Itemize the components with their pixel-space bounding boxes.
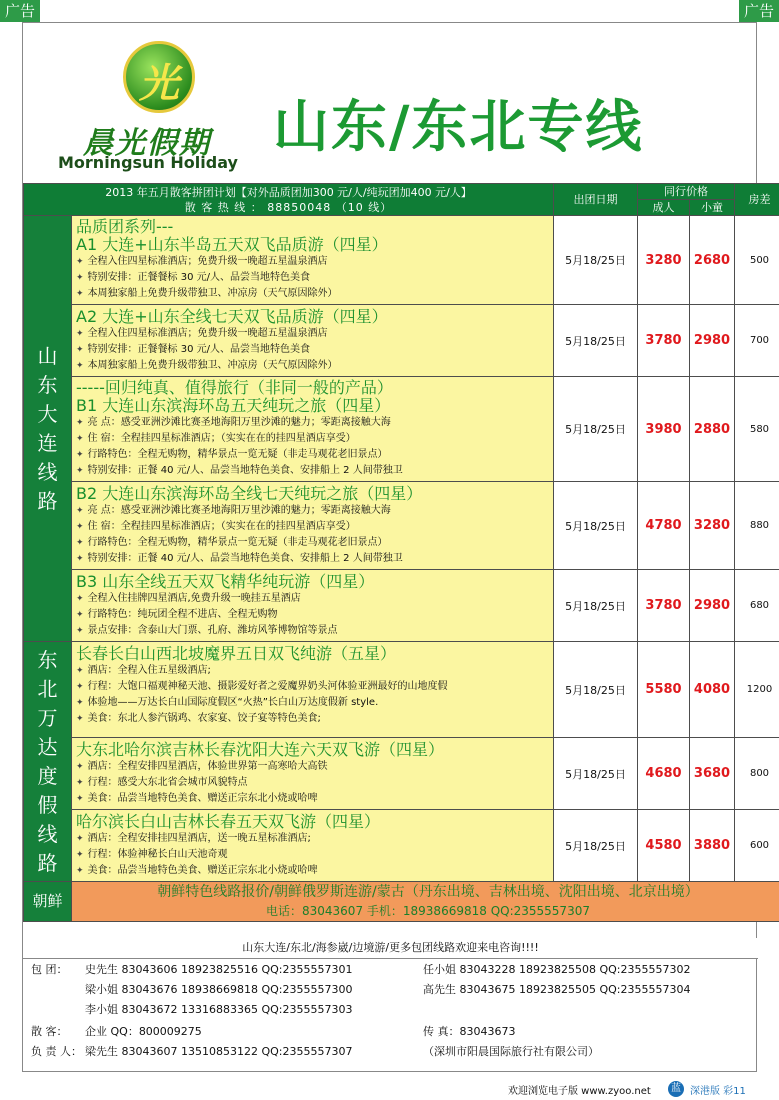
bullet-icon: ✦	[76, 466, 84, 476]
tour-detail	[76, 431, 549, 447]
tour-detail	[76, 695, 549, 711]
tour-detail	[76, 623, 549, 639]
tour-detail-text: 酒店：全程安排挂四星酒店，送一晚五星标准酒店;	[87, 833, 311, 844]
page-frame	[22, 22, 773, 1072]
tour-detail	[76, 607, 549, 623]
brand-name-cn: 晨光假期	[83, 126, 211, 161]
series-label: -----回归纯真、值得旅行（非同一般的产品）	[76, 378, 393, 397]
tour-row	[24, 216, 779, 305]
tour-title: B2 大连山东滨海环岛全线七天纯玩之旅（四星）	[76, 484, 423, 503]
tour-detail-text: 行路特色：全程无购物，精华景点一览无疑（非走马观花老旧景点）	[87, 537, 388, 548]
tour-detail-text: 特别安排：正餐餐标 30 元/人、品尝当地特色美食	[87, 272, 310, 283]
tour-table	[23, 183, 779, 922]
room-surcharge: 800	[735, 738, 779, 810]
col-price-header: 同行价格	[638, 184, 735, 200]
tour-date: 5月18/25日	[554, 642, 638, 738]
contact-text: 李小姐 83043672 13316883365 QQ:2355557303	[85, 1003, 353, 1016]
tour-detail	[76, 519, 549, 535]
tour-detail	[76, 415, 549, 431]
bullet-icon: ✦	[76, 626, 84, 636]
tour-detail-text: 酒店：全程安排四星酒店，体验世界第一高寒哈大高铁	[87, 761, 328, 772]
tour-row	[24, 738, 779, 810]
bullet-icon: ✦	[76, 714, 84, 724]
tour-row	[24, 377, 779, 482]
tour-title: 哈尔滨长白山吉林长春五天双飞游（四星）	[76, 812, 381, 831]
brand-name-en: Morningsun Holiday	[58, 153, 238, 172]
price-adult: 3780	[638, 305, 690, 377]
tour-detail-text: 亮 点：感受亚洲沙滩比赛圣地海阳万里沙滩的魅力；零距离接触大海	[87, 417, 391, 428]
contact-label: 包 团：	[31, 963, 68, 976]
price-adult: 4580	[638, 810, 690, 882]
site-text: 欢迎浏览电子版 www.zyoo.net	[508, 1086, 651, 1097]
bullet-icon: ✦	[76, 361, 84, 371]
tour-row	[24, 482, 779, 570]
bullet-icon: ✦	[76, 273, 84, 283]
tour-detail	[76, 663, 549, 679]
tour-detail-text: 美食：品尝当地特色美食、赠送正宗东北小烧或哈啤	[87, 865, 318, 876]
tour-detail	[76, 831, 549, 847]
tour-row	[24, 642, 779, 738]
price-adult: 4680	[638, 738, 690, 810]
bullet-icon: ✦	[76, 345, 84, 355]
tour-date: 5月18/25日	[554, 377, 638, 482]
bullet-icon: ✦	[76, 418, 84, 428]
tour-detail-text: 美食：品尝当地特色美食、赠送正宗东北小烧或哈啤	[87, 793, 318, 804]
tour-detail-text: 全程入住四星标准酒店；免费升级一晚超五星温泉酒店	[87, 328, 328, 339]
tour-row	[24, 305, 779, 377]
bullet-icon: ✦	[76, 329, 84, 339]
side-label: 东北万达度假线路	[24, 642, 72, 882]
price-child: 2680	[690, 216, 735, 305]
room-surcharge: 500	[735, 216, 779, 305]
page-title: 山东/东北专线	[273, 95, 644, 160]
bullet-icon: ✦	[76, 450, 84, 460]
side-label: 山东大连线路	[24, 216, 72, 642]
bottom-bar	[0, 1078, 779, 1100]
tour-detail-text: 全程入住挂牌四星酒店,免费升级一晚挂五星酒店	[87, 593, 301, 604]
side-label-korea: 朝鲜	[24, 882, 72, 922]
tour-title: B1 大连山东滨海环岛五天纯玩之旅（四星）	[76, 396, 391, 415]
room-surcharge: 880	[735, 482, 779, 570]
tour-detail	[76, 847, 549, 863]
tour-row	[24, 570, 779, 642]
tour-detail	[76, 447, 549, 463]
bullet-icon: ✦	[76, 554, 84, 564]
bullet-icon: ✦	[76, 866, 84, 876]
tour-description	[72, 642, 554, 738]
tour-detail	[76, 270, 549, 286]
tour-description	[72, 377, 554, 482]
tour-description	[72, 738, 554, 810]
tour-row	[24, 810, 779, 882]
col-child-header: 小童	[690, 200, 735, 216]
bullet-icon: ✦	[76, 538, 84, 548]
tour-title: A2 大连+山东全线七天双飞品质游（四星）	[76, 307, 388, 326]
bullet-icon: ✦	[76, 289, 84, 299]
ad-label-left: 广告	[0, 0, 40, 22]
price-adult: 4780	[638, 482, 690, 570]
contact-label: 负 责 人：	[31, 1045, 82, 1058]
price-adult: 3780	[638, 570, 690, 642]
tour-detail	[76, 711, 549, 727]
edition-badge: 蓝	[668, 1081, 684, 1097]
price-child: 4080	[690, 642, 735, 738]
tour-date: 5月18/25日	[554, 305, 638, 377]
bullet-icon: ✦	[76, 834, 84, 844]
room-surcharge: 600	[735, 810, 779, 882]
tour-detail-text: 住 宿：全程挂四星标准酒店；（实实在在的挂四星酒店享受）	[87, 433, 356, 444]
bullet-icon: ✦	[76, 698, 84, 708]
table-header-title	[24, 184, 554, 216]
tour-detail-text: 特别安排：正餐餐标 30 元/人、品尝当地特色美食	[87, 344, 310, 355]
tour-detail	[76, 326, 549, 342]
contact-text: 梁小姐 83043676 18938669818 QQ:2355557300	[85, 983, 353, 996]
bullet-icon: ✦	[76, 522, 84, 532]
tour-description	[72, 810, 554, 882]
tour-detail-text: 全程入住四星标准酒店；免费升级一晚超五星温泉酒店	[87, 256, 328, 267]
edition-text: 深港版 彩11	[690, 1086, 746, 1097]
korea-title: 朝鲜特色线路报价/朝鲜俄罗斯连游/蒙古（丹东出境、吉林出境、沈阳出境、北京出境）	[157, 884, 699, 900]
price-child: 3280	[690, 482, 735, 570]
price-child: 2980	[690, 305, 735, 377]
tour-description	[72, 216, 554, 305]
tour-date: 5月18/25日	[554, 810, 638, 882]
korea-contact: 电话：83043607 手机：18938669818 QQ:2355557307	[266, 904, 590, 918]
tour-date: 5月18/25日	[554, 570, 638, 642]
contact-text: 史先生 83043606 18923825516 QQ:2355557301	[85, 963, 353, 976]
tour-detail-text: 体验地——万达长白山国际度假区“火热”长白山万达度假新 style.	[87, 697, 379, 708]
price-adult: 3980	[638, 377, 690, 482]
tour-date: 5月18/25日	[554, 738, 638, 810]
korea-row	[24, 882, 779, 922]
contact-text: 企业 QQ：800009275	[85, 1025, 202, 1038]
contact-label: 散 客：	[31, 1025, 68, 1038]
tour-detail	[76, 759, 549, 775]
tour-date: 5月18/25日	[554, 482, 638, 570]
tour-detail-text: 景点安排：含泰山大门票、孔府、潍坊风筝博物馆等景点	[87, 625, 338, 636]
contact-text: 梁先生 83043607 13510853122 QQ:2355557307	[85, 1045, 353, 1058]
price-child: 3680	[690, 738, 735, 810]
tour-detail-text: 住 宿：全程挂四星标准酒店；（实实在在的挂四星酒店享受）	[87, 521, 356, 532]
tour-title: A1 大连+山东半岛五天双飞品质游（四星）	[76, 235, 388, 254]
price-adult: 3280	[638, 216, 690, 305]
logo-icon: 光	[123, 41, 195, 113]
price-child: 2980	[690, 570, 735, 642]
bullet-icon: ✦	[76, 257, 84, 267]
tour-title: 长春长白山西北坡魔界五日双飞纯游（五星）	[76, 644, 397, 663]
tour-detail-text: 行路特色：纯玩团全程不进店、全程无购物	[87, 609, 278, 620]
tour-date: 5月18/25日	[554, 216, 638, 305]
hotline: 散 客 热 线 ： 88850048 （10 线）	[184, 200, 393, 214]
col-adult-header: 成人	[638, 200, 690, 216]
tour-detail	[76, 775, 549, 791]
room-surcharge: 700	[735, 305, 779, 377]
tour-detail-text: 美食：东北人参汽锅鸡、农家宴、饺子宴等特色美食;	[87, 713, 321, 724]
tour-description	[72, 570, 554, 642]
footer-line: 山东大连/东北/海参崴/边境游/更多包团线路欢迎来电咨询!!!!	[23, 938, 758, 959]
col-date-header: 出团日期	[554, 184, 638, 216]
contact-text: 任小姐 83043228 18923825508 QQ:2355557302	[423, 963, 691, 976]
bullet-icon: ✦	[76, 434, 84, 444]
contact-text: 传 真：83043673	[423, 1025, 516, 1038]
tour-detail-text: 本周独家船上免费升级带独卫、冲凉房（天气原因除外）	[87, 360, 338, 371]
bullet-icon: ✦	[76, 762, 84, 772]
tour-detail	[76, 286, 549, 302]
bullet-icon: ✦	[76, 610, 84, 620]
bullet-icon: ✦	[76, 778, 84, 788]
tour-detail	[76, 503, 549, 519]
bullet-icon: ✦	[76, 682, 84, 692]
bullet-icon: ✦	[76, 666, 84, 676]
price-child: 2880	[690, 377, 735, 482]
tour-detail-text: 本周独家船上免费升级带独卫、冲凉房（天气原因除外）	[87, 288, 338, 299]
tour-detail	[76, 535, 549, 551]
tour-title: B3 山东全线五天双飞精华纯玩游（四星）	[76, 572, 375, 591]
tour-detail	[76, 342, 549, 358]
tour-detail	[76, 463, 549, 479]
bullet-icon: ✦	[76, 850, 84, 860]
tour-description	[72, 305, 554, 377]
col-room-header: 房差	[735, 184, 779, 216]
tour-description	[72, 482, 554, 570]
tour-detail	[76, 591, 549, 607]
tour-detail-text: 特别安排：正餐 40 元/人、品尝当地特色美食、安排船上 2 人间带独卫	[87, 465, 403, 476]
header	[23, 23, 756, 181]
tour-detail	[76, 679, 549, 695]
tour-detail-text: 酒店：全程入住五星级酒店;	[87, 665, 211, 676]
bullet-icon: ✦	[76, 594, 84, 604]
plan-title: 2013 年五月散客拼团计划【对外品质团加300 元/人/纯玩团加400 元/人】	[105, 185, 472, 199]
bullet-icon: ✦	[76, 506, 84, 516]
tour-detail-text: 特别安排：正餐 40 元/人、品尝当地特色美食、安排船上 2 人间带独卫	[87, 553, 403, 564]
footer	[23, 938, 758, 959]
price-child: 3880	[690, 810, 735, 882]
tour-detail	[76, 254, 549, 270]
room-surcharge: 680	[735, 570, 779, 642]
tour-detail	[76, 791, 549, 807]
tour-title: 大东北哈尔滨吉林长春沈阳大连六天双飞游（四星）	[76, 740, 445, 759]
tour-detail-text: 行路特色：全程无购物，精华景点一览无疑（非走马观花老旧景点）	[87, 449, 388, 460]
tour-detail	[76, 551, 549, 567]
tour-detail-text: 行程：体验神秘长白山天池奇观	[87, 849, 228, 860]
tour-detail	[76, 863, 549, 879]
series-label: 品质团系列---	[76, 217, 174, 236]
price-adult: 5580	[638, 642, 690, 738]
room-surcharge: 1200	[735, 642, 779, 738]
ad-label-right: 广告	[739, 0, 779, 22]
tour-detail-text: 亮 点：感受亚洲沙滩比赛圣地海阳万里沙滩的魅力；零距离接触大海	[87, 505, 391, 516]
contact-text: 高先生 83043675 18923825505 QQ:2355557304	[423, 983, 691, 996]
bullet-icon: ✦	[76, 794, 84, 804]
contact-text: （深圳市阳晨国际旅行社有限公司）	[423, 1045, 599, 1058]
tour-detail-text: 行程：大饱口福观神秘天池、摄影爱好者之爱魔界奶头河体验亚洲最好的山地度假	[87, 681, 448, 692]
tour-detail	[76, 358, 549, 374]
room-surcharge: 580	[735, 377, 779, 482]
tour-detail-text: 行程：感受大东北省会城市风貌特点	[87, 777, 248, 788]
